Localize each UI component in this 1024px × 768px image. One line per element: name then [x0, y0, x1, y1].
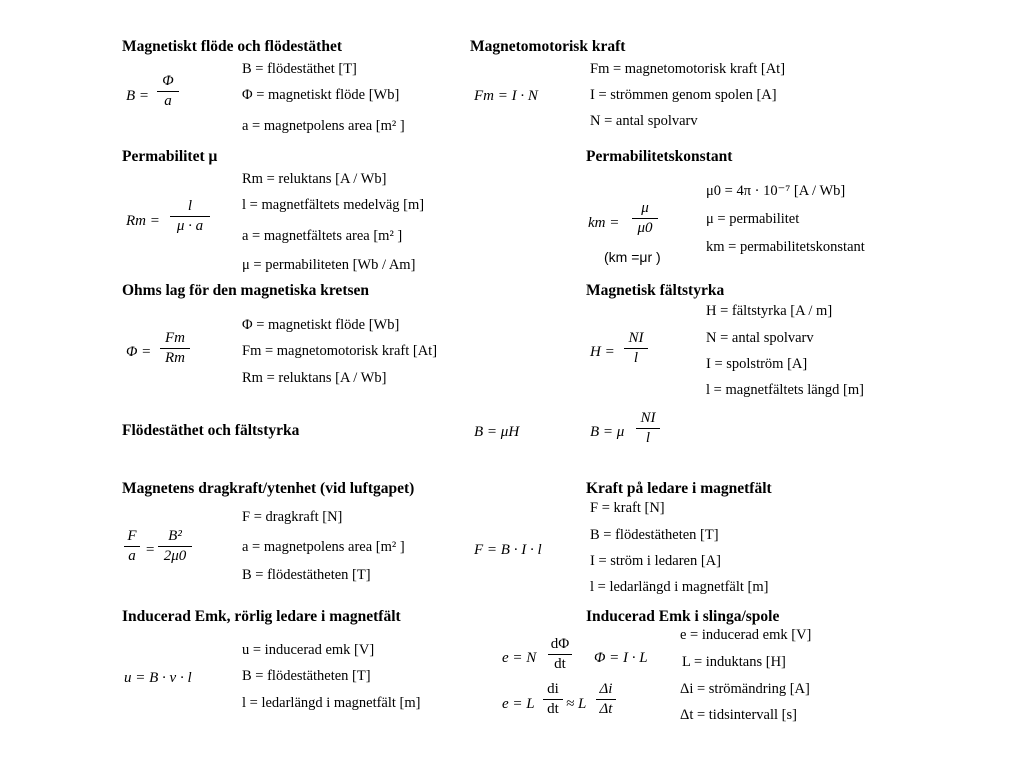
formula-f-bil: F = B · I · l: [474, 542, 542, 558]
definition-line: B = flödestäthet [T]: [242, 61, 357, 77]
fraction-numerator: di: [547, 681, 559, 697]
section-title-perm: Permabilitet μ: [122, 148, 218, 165]
formula-drag-rhs-fraction: [158, 528, 192, 566]
fraction-bar: [160, 348, 190, 349]
fraction-numerator: NI: [628, 330, 644, 346]
fraction-bar: [170, 216, 210, 217]
fraction-denominator: a: [164, 93, 172, 110]
fraction-denominator: l: [645, 430, 651, 447]
section-title-flodefalt: Flödestäthet och fältstyrka: [122, 422, 300, 439]
fraction-bar: [158, 546, 192, 547]
fraction-bar: [632, 218, 658, 219]
definition-line: u = inducerad emk [V]: [242, 642, 375, 658]
formula-drag-equals: =: [145, 542, 156, 558]
section-title-falt: Magnetisk fältstyrka: [586, 282, 725, 299]
fraction-bar: [543, 699, 563, 700]
definition-line: N = antal spolvarv: [590, 113, 698, 129]
definition-line: F = dragkraft [N]: [242, 509, 343, 525]
fraction-denominator: dt: [547, 701, 559, 718]
formula-perm-fraction: [170, 198, 210, 236]
formula-flode-lhs: B =: [126, 88, 150, 104]
formula-e-l-lhs: e = L: [502, 696, 535, 712]
fraction-numerator: B²: [168, 528, 182, 544]
fraction-denominator: a: [128, 548, 136, 565]
fraction-denominator: μ0: [637, 220, 653, 237]
definition-line: N = antal spolvarv: [706, 330, 814, 346]
definition-line: B = flödestätheten [T]: [242, 567, 371, 583]
formula-permk-fraction: [632, 200, 658, 238]
fraction-numerator: Fm: [165, 330, 185, 346]
section-title-ohm: Ohms lag för den magnetiska kretsen: [122, 282, 370, 299]
definition-line: I = spolström [A]: [706, 356, 808, 372]
fraction-numerator: μ: [641, 200, 649, 216]
definition-line: l = ledarlängd i magnetfält [m]: [590, 579, 769, 595]
fraction-denominator: μ · a: [176, 218, 204, 235]
definition-line: Fm = magnetomotorisk kraft [At]: [242, 343, 438, 359]
definition-line: B = flödestätheten [T]: [242, 668, 371, 684]
formula-b-mu-ni-lhs: B = μ: [590, 424, 625, 440]
fraction-numerator: NI: [640, 410, 656, 426]
definition-line: Rm = reluktans [A / Wb]: [242, 370, 387, 386]
formula-falt-fraction: [624, 330, 648, 368]
formula-falt-lhs: H =: [590, 344, 615, 360]
formula-e-n-lhs: e = N: [502, 650, 537, 666]
formula-drag-lhs-fraction: [124, 528, 140, 566]
formula-perm-lhs: Rm =: [126, 213, 160, 229]
fraction-denominator: dt: [554, 656, 566, 673]
fraction-denominator: Rm: [165, 350, 185, 367]
definition-line: l = ledarlängd i magnetfält [m]: [242, 695, 421, 711]
definition-line: a = magnetpolens area [m² ]: [242, 539, 405, 555]
formula-u-bvl: u = B · v · l: [124, 670, 192, 686]
fraction-denominator: 2μ0: [163, 548, 187, 565]
section-title-emk2: Inducerad Emk i slinga/spole: [586, 608, 780, 625]
definition-line: H = fältstyrka [A / m]: [706, 303, 833, 319]
definition-line: e = inducerad emk [V]: [680, 627, 812, 643]
note-km-mur: (km =μr ): [604, 249, 661, 265]
definition-line: I = ström i ledaren [A]: [590, 553, 721, 569]
formula-permk-lhs: km =: [588, 215, 620, 231]
fraction-bar: [548, 654, 572, 655]
section-title-emk: Inducerad Emk, rörlig ledare i magnetfält: [122, 608, 401, 625]
definition-line: l = magnetfältets längd [m]: [706, 382, 864, 398]
definition-line: F = kraft [N]: [590, 500, 665, 516]
section-title-kraft: Kraft på ledare i magnetfält: [586, 480, 772, 497]
definition-line: l = magnetfältets medelväg [m]: [242, 197, 425, 213]
fraction-numerator: F: [127, 528, 137, 544]
fraction-bar: [596, 699, 616, 700]
formula-mmk: Fm = I · N: [474, 88, 538, 104]
formula-approx-l: ≈ L: [566, 696, 587, 712]
definition-line: I = strömmen genom spolen [A]: [590, 87, 777, 103]
definition-line: Rm = reluktans [A / Wb]: [242, 171, 387, 187]
formula-e-n-fraction: [548, 636, 572, 674]
section-title-mmk: Magnetomotorisk kraft: [470, 38, 626, 55]
formula-phi-il: Φ = I · L: [594, 650, 648, 666]
fraction-numerator: Φ: [162, 73, 174, 89]
definition-line: L = induktans [H]: [682, 654, 786, 670]
formula-flodefalt-fraction: [636, 410, 660, 448]
definition-line: Φ = magnetiskt flöde [Wb]: [242, 317, 400, 333]
section-title-drag: Magnetens dragkraft/ytenhet (vid luftgapet): [122, 480, 415, 497]
definition-line: Fm = magnetomotorisk kraft [At]: [590, 61, 786, 77]
definition-line: a = magnetfältets area [m² ]: [242, 228, 403, 244]
fraction-numerator: Δi: [599, 681, 613, 697]
fraction-denominator: l: [633, 350, 639, 367]
section-title-flode: Magnetiskt flöde och flödestäthet: [122, 38, 342, 55]
definition-line: μ0 = 4π · 10⁻⁷ [A / Wb]: [706, 183, 846, 199]
formula-e-l-fraction: [543, 681, 563, 719]
definition-line: Δi = strömändring [A]: [680, 681, 810, 697]
definition-line: Δt = tidsintervall [s]: [680, 707, 797, 723]
fraction-numerator: l: [187, 198, 193, 214]
fraction-bar: [124, 546, 140, 547]
fraction-bar: [157, 91, 179, 92]
formula-ohm-fraction: [160, 330, 190, 368]
definition-line: a = magnetpolens area [m² ]: [242, 118, 405, 134]
formula-ohm-lhs: Φ =: [126, 344, 152, 360]
fraction-numerator: dΦ: [550, 636, 570, 652]
formula-b-muh: B = μH: [474, 424, 520, 440]
section-title-permk: Permabilitetskonstant: [586, 148, 733, 165]
definition-line: Φ = magnetiskt flöde [Wb]: [242, 87, 400, 103]
fraction-denominator: Δt: [599, 701, 613, 718]
formula-flode-fraction: [157, 73, 179, 111]
fraction-bar: [624, 348, 648, 349]
fraction-bar: [636, 428, 660, 429]
definition-line: μ = permabiliteten [Wb / Am]: [242, 257, 416, 273]
definition-line: B = flödestätheten [T]: [590, 527, 719, 543]
formula-delta-fraction: [596, 681, 616, 719]
definition-line: μ = permabilitet: [706, 211, 800, 227]
definition-line: km = permabilitetskonstant: [706, 239, 865, 255]
